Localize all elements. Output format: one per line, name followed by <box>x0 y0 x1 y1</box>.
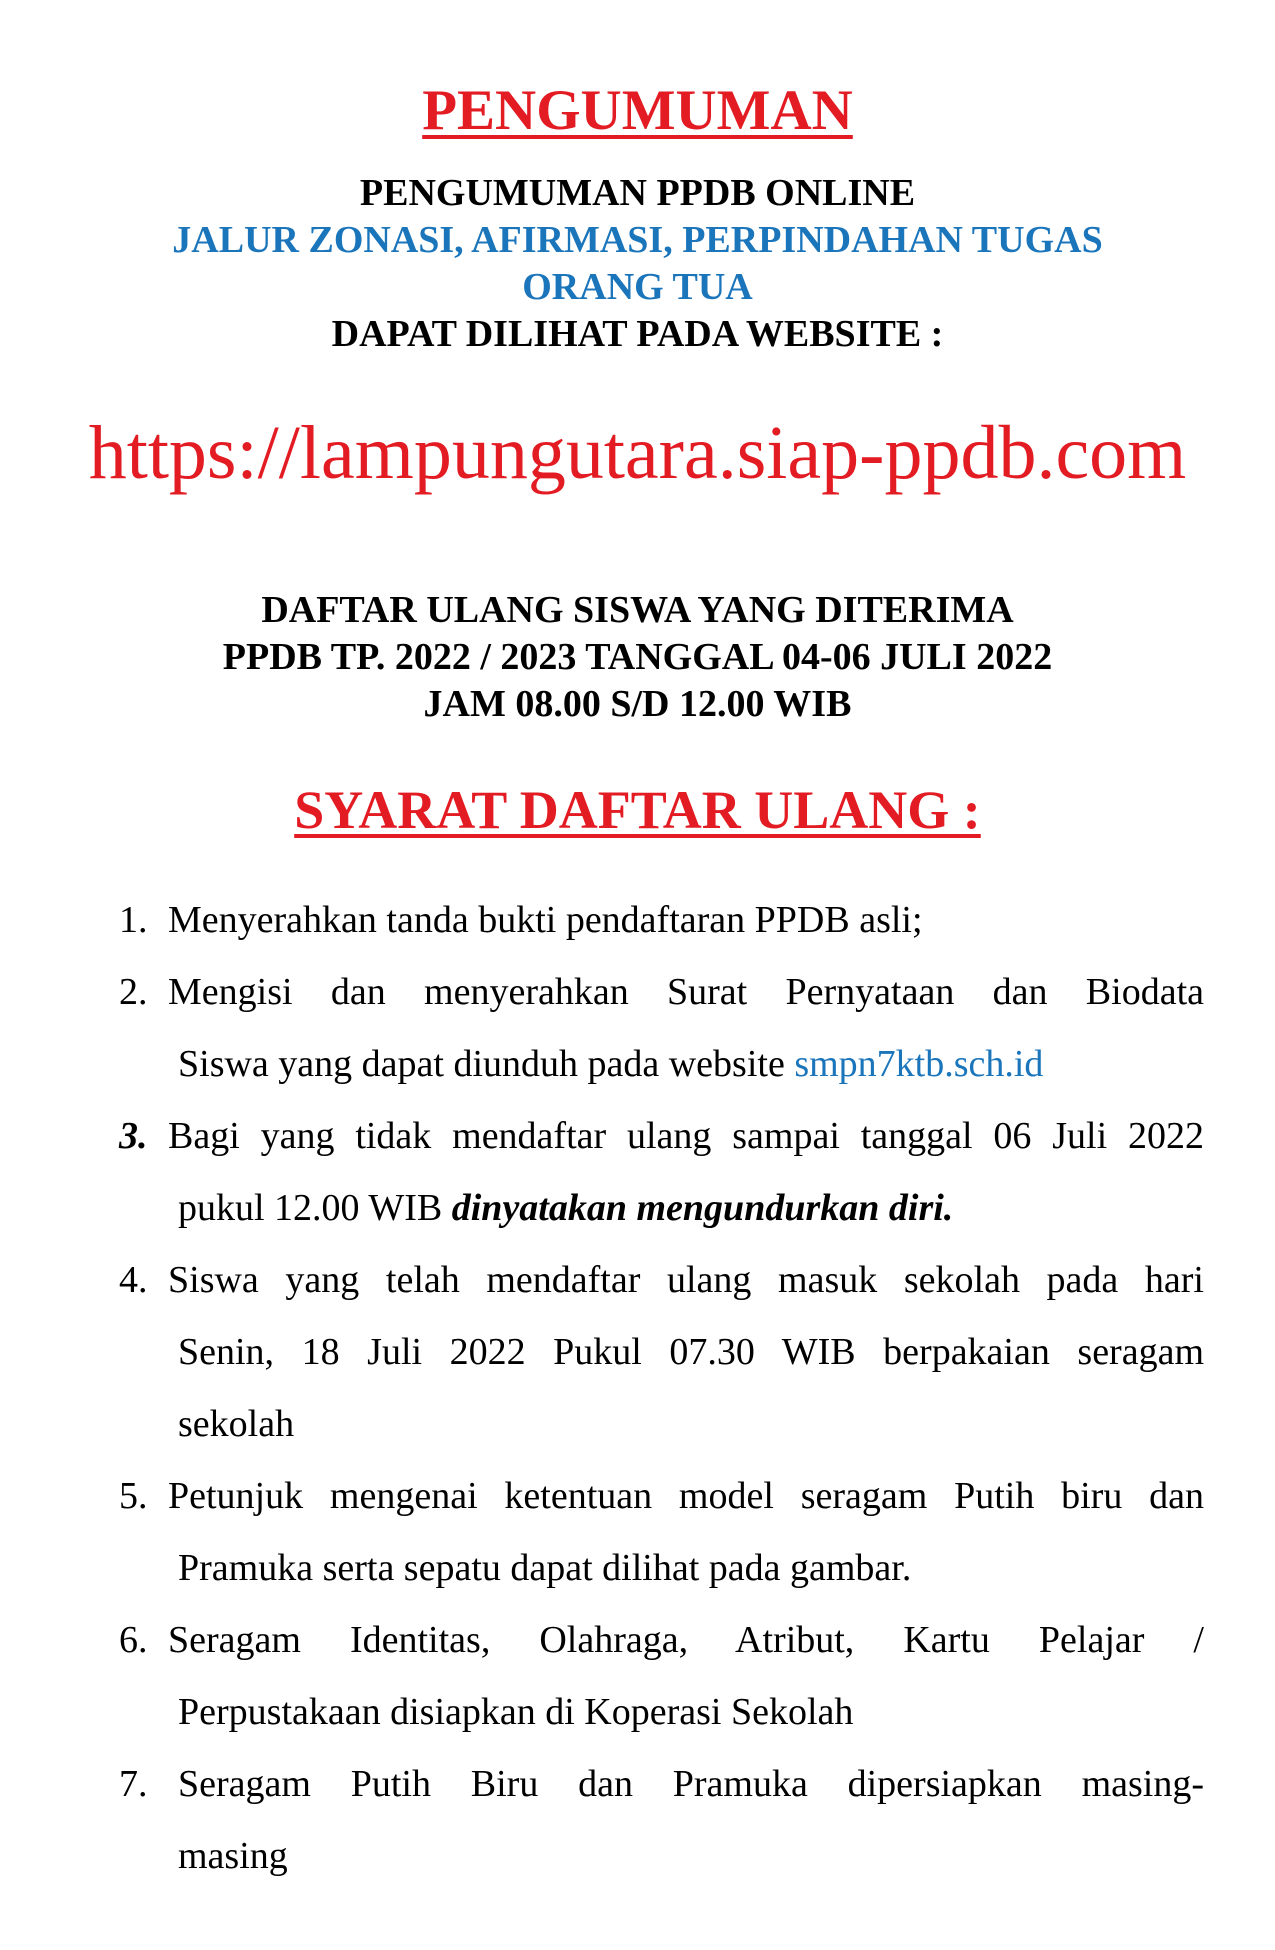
item-text-line <box>168 1028 1204 1100</box>
item-text-line: Perpustakaan disiapkan di Koperasi Sekolah <box>178 1691 854 1733</box>
header-line-ppdb-online: PENGUMUMAN PPDB ONLINE <box>359 172 916 214</box>
item-text-line: Petunjuk mengenai ketentuan model seragam Putih biru dan <box>168 1475 1204 1517</box>
item-number: 2. <box>119 971 148 1013</box>
item-number: 5. <box>119 1475 148 1517</box>
item-text-line: Siswa yang telah mendaftar ulang masuk sekolah pada hari <box>168 1259 1204 1301</box>
school-website-link[interactable]: smpn7ktb.sch.id <box>794 1043 1044 1085</box>
item-text: Menyerahkan tanda bukti pendaftaran PPDB asli; <box>168 899 923 941</box>
header-line-jalur: JALUR ZONASI, AFIRMASI, PERPINDAHAN TUGAS <box>172 219 1103 261</box>
ppdb-website-url: https://lampungutara.siap-ppdb.com <box>88 411 1187 495</box>
item-number: 3. <box>119 1115 148 1157</box>
item-text-line: Senin, 18 Juli 2022 Pukul 07.30 WIB berpakaian seragam <box>178 1331 1204 1373</box>
item-text-line: Pramuka serta sepatu dapat dilihat pada gambar. <box>178 1547 912 1589</box>
list-item <box>119 956 1204 1100</box>
item-text: pukul 12.00 WIB <box>178 1187 452 1229</box>
announcement-title: PENGUMUMAN <box>422 79 853 142</box>
item-text-line: Seragam Putih Biru dan Pramuka dipersiapkan masing- <box>178 1763 1204 1805</box>
requirements-list <box>119 884 1204 1892</box>
item-text-line: sekolah <box>178 1403 295 1445</box>
item-number: 6. <box>119 1619 148 1661</box>
item-text-line: masing <box>178 1835 288 1877</box>
item-emphasis: dinyatakan mengundurkan diri. <box>451 1187 954 1229</box>
header-line-orang-tua: ORANG TUA <box>522 266 753 308</box>
list-item <box>119 884 1204 956</box>
item-text-line: Seragam Identitas, Olahraga, Atribut, Kartu Pelajar / <box>168 1619 1204 1661</box>
registration-line-3: JAM 08.00 S/D 12.00 WIB <box>423 683 852 725</box>
header-line-website: DAPAT DILIHAT PADA WEBSITE : <box>331 313 944 355</box>
list-item <box>119 1244 1204 1460</box>
list-item <box>119 1748 1204 1892</box>
item-text-line <box>168 1172 1204 1244</box>
requirements-title: SYARAT DAFTAR ULANG : <box>294 780 981 840</box>
item-text-line: Mengisi dan menyerahkan Surat Pernyataan dan Biodata <box>168 971 1204 1013</box>
item-text-line: Bagi yang tidak mendaftar ulang sampai tanggal 06 Juli 2022 <box>168 1115 1204 1157</box>
item-number: 7. <box>119 1763 148 1805</box>
item-number: 1. <box>119 899 148 941</box>
registration-line-1: DAFTAR ULANG SISWA YANG DITERIMA <box>261 589 1014 631</box>
item-number: 4. <box>119 1259 148 1301</box>
announcement-header <box>0 170 1275 358</box>
item-text: Siswa yang dapat diunduh pada website <box>178 1043 795 1085</box>
list-item <box>119 1460 1204 1604</box>
list-item <box>119 1604 1204 1748</box>
registration-info <box>0 587 1275 728</box>
list-item <box>119 1100 1204 1244</box>
registration-line-2: PPDB TP. 2022 / 2023 TANGGAL 04-06 JULI 2022 <box>222 636 1053 678</box>
